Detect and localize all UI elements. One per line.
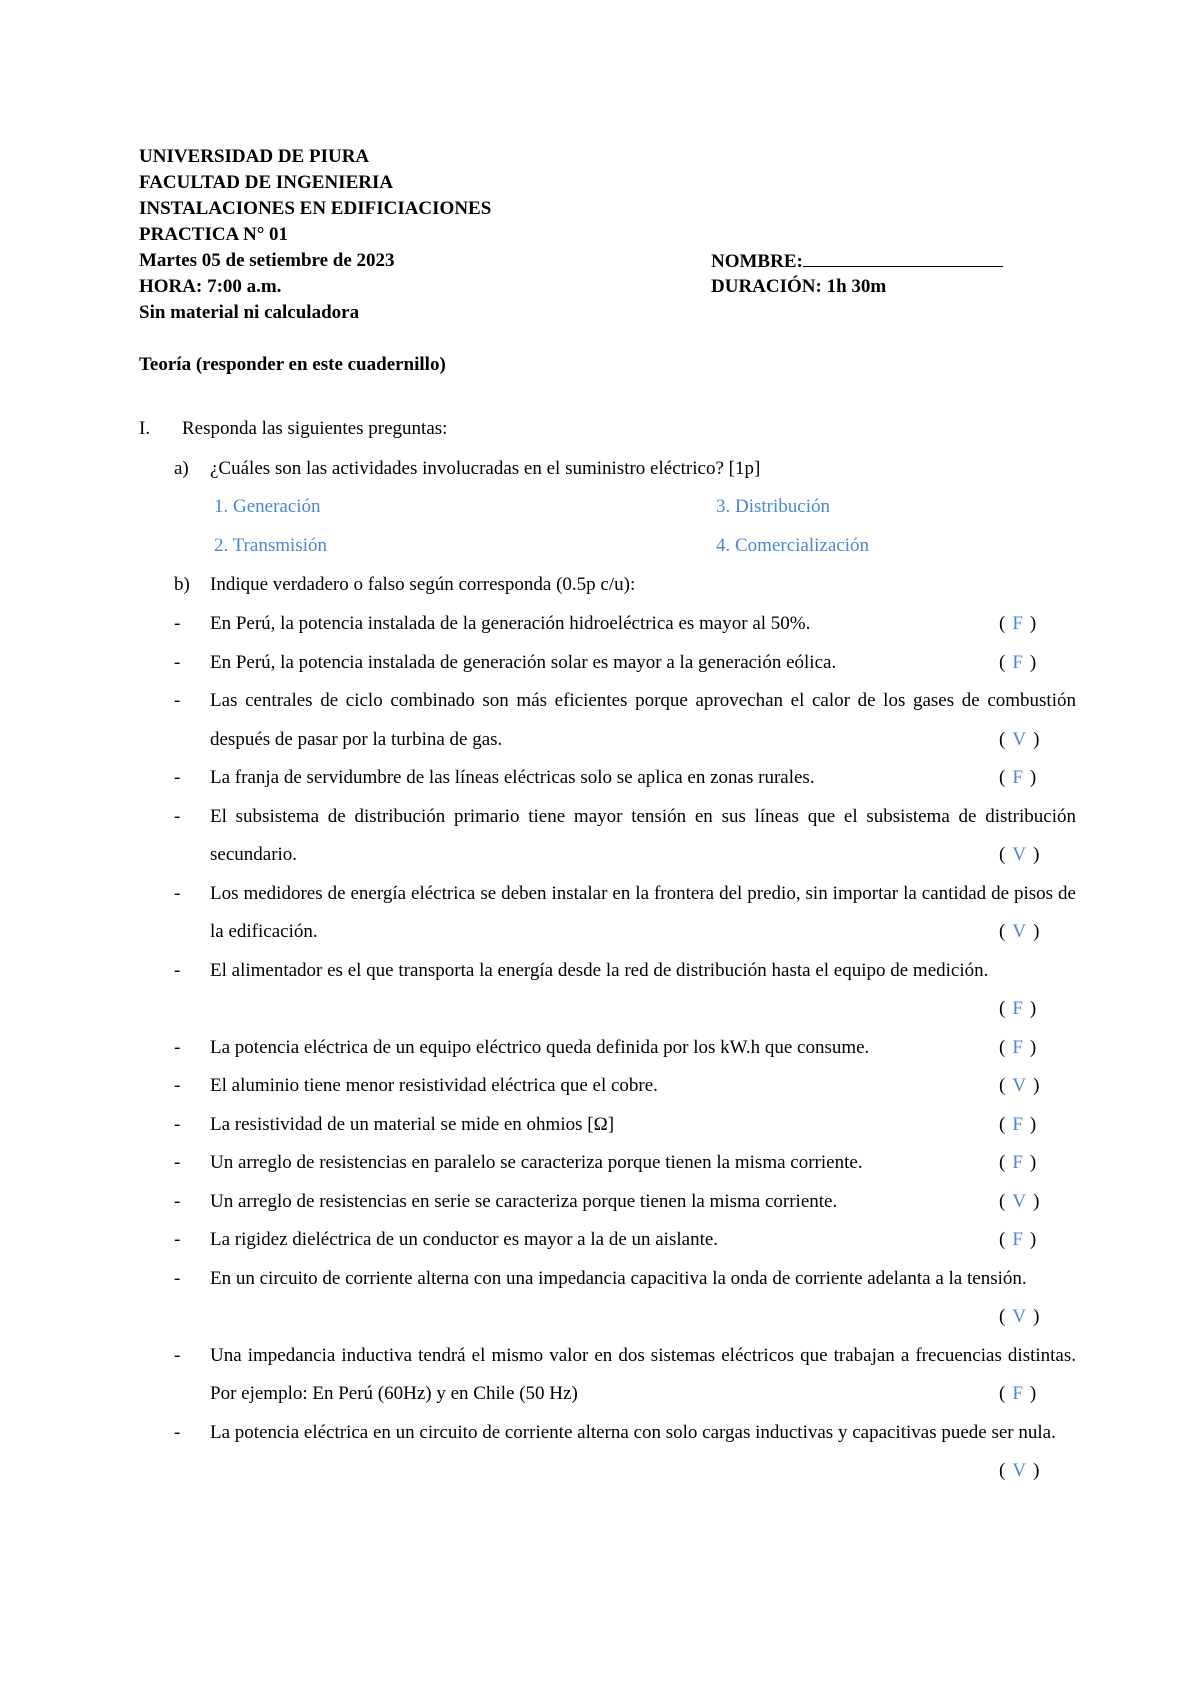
answer-value: V	[1012, 1460, 1027, 1481]
item-dash: -	[174, 690, 181, 711]
answer-value: V	[1012, 1075, 1027, 1096]
exam-hour: HORA: 7:00 a.m.	[139, 276, 282, 297]
answer-mark: ( F )	[999, 613, 1037, 634]
faculty-name: FACULTAD DE INGENIERIA	[139, 172, 394, 193]
true-false-statement: La franja de servidumbre de las líneas eléctricas solo se aplica en zonas rurales.	[210, 767, 815, 788]
answer-value: F	[1012, 998, 1023, 1019]
answer-mark: ( F )	[999, 998, 1037, 1019]
item-dash: -	[174, 613, 181, 634]
item-dash: -	[174, 1229, 181, 1250]
answer-value: F	[1012, 613, 1023, 634]
true-false-statement: Un arreglo de resistencias en serie se caracteriza porque tienen la misma corriente.	[210, 1190, 838, 1212]
section-instruction: Responda las siguientes preguntas:	[182, 418, 448, 439]
true-false-statement: Las centrales de ciclo combinado son más eficientes porque aprovechan el calor de los gases de combustión después de pasar por la turbina de gas.	[210, 690, 1076, 750]
true-false-statement: La resistividad de un material se mide en ohmios [Ω]	[210, 1113, 615, 1135]
item-dash: -	[174, 805, 181, 827]
exam-duration: DURACIÓN: 1h 30m	[711, 276, 887, 297]
item-dash: -	[174, 1344, 181, 1366]
answer-value: F	[1012, 1036, 1023, 1058]
practice-number: PRACTICA N° 01	[139, 224, 289, 245]
true-false-statement: El subsistema de distribución primario tiene mayor tensión en sus líneas que el subsistema de distribución secundario.	[210, 805, 1076, 865]
name-blank-line	[803, 248, 1003, 267]
true-false-statement: En Perú, la potencia instalada de la generación hidroeléctrica es mayor al 50%.	[210, 613, 811, 634]
answer-value: F	[1012, 1383, 1023, 1404]
answer-mark: ( V )	[999, 1075, 1040, 1096]
answer-mark: ( F )	[999, 1229, 1037, 1250]
answer-mark: ( V )	[999, 728, 1040, 750]
answer-value: F	[1012, 1152, 1023, 1173]
item-dash: -	[174, 651, 181, 673]
question-a-letter: a)	[174, 458, 189, 479]
course-name: INSTALACIONES EN EDIFICIACIONES	[139, 198, 492, 219]
true-false-statement: Un arreglo de resistencias en paralelo se caracteriza porque tienen la misma corriente.	[210, 1152, 863, 1173]
answer-mark: ( F )	[999, 1383, 1037, 1404]
answer-mark: ( V )	[999, 1460, 1040, 1481]
item-dash: -	[174, 1113, 181, 1135]
hour-duration-row	[139, 274, 1059, 300]
item-dash: -	[174, 1036, 181, 1058]
question-b-letter: b)	[174, 574, 190, 595]
true-false-statement: La potencia eléctrica de un equipo eléctrico queda definida por los kW.h que consume.	[210, 1036, 870, 1058]
true-false-statement: El aluminio tiene menor resistividad eléctrica que el cobre.	[210, 1075, 658, 1096]
item-dash: -	[174, 1190, 181, 1212]
item-dash: -	[174, 1421, 181, 1443]
exam-date: Martes 05 de setiembre de 2023	[139, 250, 395, 271]
answer-value: V	[1012, 921, 1027, 942]
item-dash: -	[174, 1267, 181, 1289]
true-false-statement: El alimentador es el que transporta la energía desde la red de distribución hasta el equipo de medición.	[210, 959, 989, 981]
question-b-text: Indique verdadero o falso según corresponda (0.5p c/u):	[210, 574, 636, 595]
answer-value: F	[1012, 1113, 1023, 1135]
item-dash: -	[174, 1075, 181, 1096]
name-label: NOMBRE:	[711, 251, 803, 272]
answer-value: F	[1012, 1229, 1023, 1250]
answer-value: V	[1012, 1190, 1027, 1212]
item-dash: -	[174, 882, 181, 904]
true-false-statement: En Perú, la potencia instalada de generación solar es mayor a la generación eólica.	[210, 651, 837, 673]
answer-mark: ( F )	[999, 1036, 1037, 1058]
answer-mark: ( V )	[999, 844, 1040, 865]
answer-value: V	[1012, 844, 1027, 865]
true-false-statement: Los medidores de energía eléctrica se deben instalar en la frontera del predio, sin importar la cantidad de pisos de la edificación.	[210, 882, 1076, 942]
answer-mark: ( F )	[999, 1152, 1037, 1173]
answer-mark: ( V )	[999, 921, 1040, 942]
theory-title: Teoría (responder en este cuadernillo)	[139, 354, 446, 375]
true-false-statement: La rigidez dieléctrica de un conductor es mayor a la de un aislante.	[210, 1229, 719, 1250]
answer-mark: ( F )	[999, 1113, 1037, 1135]
item-dash: -	[174, 1152, 181, 1173]
question-a-text: ¿Cuáles son las actividades involucradas en el suministro eléctrico? [1p]	[210, 458, 761, 479]
answer-value: F	[1012, 651, 1023, 673]
true-false-statement: Una impedancia inductiva tendrá el mismo valor en dos sistemas eléctricos que trabajan a frecuencias distintas. Por ejemplo: En Perú (60Hz) y en Chile (50 Hz)	[210, 1344, 1076, 1404]
answer-mark: ( V )	[999, 1190, 1040, 1212]
materials-note: Sin material ni calculadora	[139, 302, 360, 323]
answer-distribution: 3. Distribución	[716, 496, 830, 517]
answer-transmission: 2. Transmisión	[214, 535, 327, 556]
section-number: I.	[139, 418, 151, 439]
answer-value: V	[1012, 728, 1027, 750]
true-false-statement: En un circuito de corriente alterna con una impedancia capacitiva la onda de corriente adelanta a la tensión.	[210, 1267, 1027, 1289]
name-field	[711, 248, 1059, 274]
answer-mark: ( F )	[999, 651, 1037, 673]
item-dash: -	[174, 959, 181, 981]
answer-value: V	[1012, 1306, 1027, 1327]
answer-mark: ( F )	[999, 767, 1037, 788]
answer-generation: 1. Generación	[214, 496, 321, 517]
item-dash: -	[174, 767, 181, 788]
exam-header	[139, 144, 1059, 326]
date-name-row	[139, 248, 1059, 274]
true-false-statement: La potencia eléctrica en un circuito de corriente alterna con solo cargas inductivas y capacitivas puede ser nula.	[210, 1421, 1056, 1443]
answer-commercialization: 4. Comercialización	[716, 535, 869, 556]
university-name: UNIVERSIDAD DE PIURA	[139, 146, 370, 167]
answer-mark: ( V )	[999, 1306, 1040, 1327]
answer-value: F	[1012, 767, 1023, 788]
